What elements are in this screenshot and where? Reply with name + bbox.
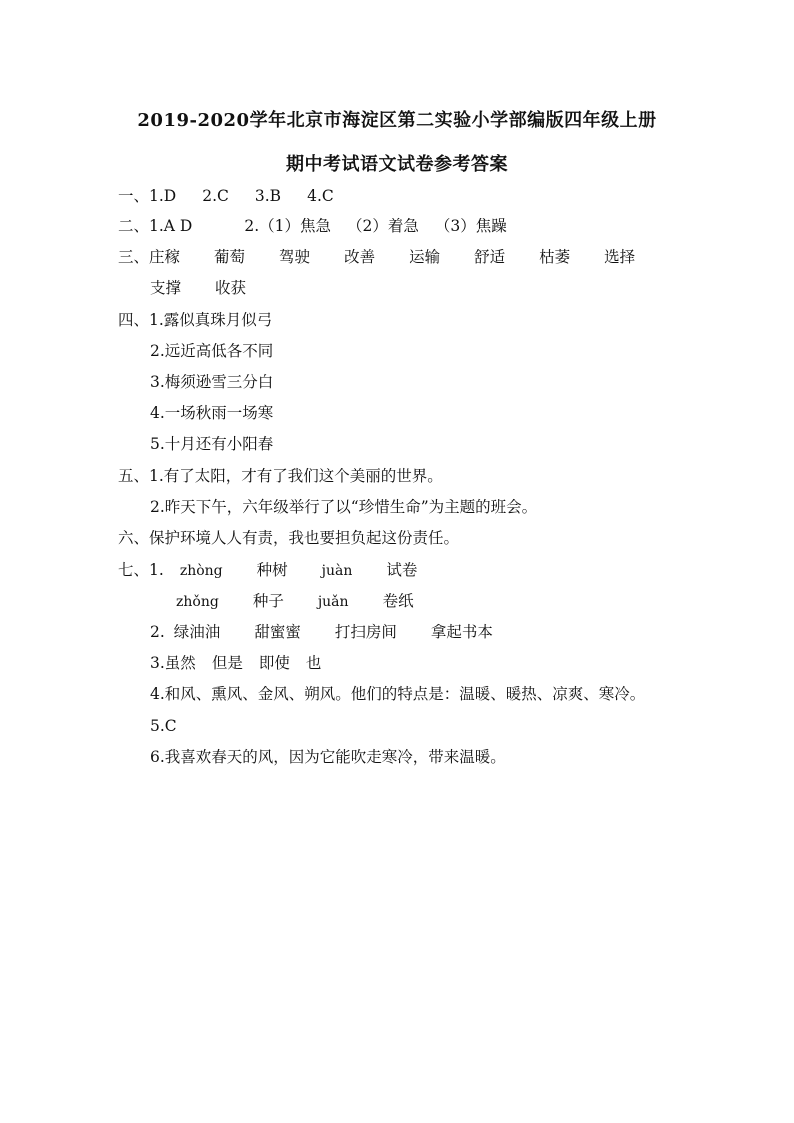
section-number: 七、: [118, 561, 150, 579]
answer-section-1: 一、1.D 2.C 3.B 4.C: [118, 187, 334, 205]
list-item: 3.梅须逊雪三分白: [150, 373, 274, 391]
list-item: 5.十月还有小阳春: [150, 435, 274, 453]
answer-section-2: 二、1.A D 2.（1）焦急 （2）着急 （3）焦躁: [118, 217, 507, 235]
list-item: 6.我喜欢春天的风，因为它能吹走寒冷，带来温暖。: [150, 748, 506, 766]
answer-section-3: 三、庄稼 葡萄 驾驶 改善 运输 舒适 枯萎 选择: [118, 248, 636, 266]
list-item: 2. 绿油油 甜蜜蜜 打扫房间 拿起书本: [150, 623, 493, 641]
answer-section-5: 五、1.有了太阳，才有了我们这个美丽的世界。: [118, 467, 443, 485]
list-item: 2.昨天下午，六年级举行了以“珍惜生命”为主题的班会。: [150, 498, 538, 516]
answer-section-7: 七、1. zhòng 种树 juàn 试卷: [118, 561, 418, 579]
pinyin-row: zhǒng 种子 juǎn 卷纸: [176, 592, 414, 610]
document-subtitle: 期中考试语文试卷参考答案: [286, 154, 508, 175]
answer-section-3-row-2: 支撑 收获: [150, 279, 247, 297]
document-title: 2019-2020学年北京市海淀区第二实验小学部编版四年级上册: [137, 110, 657, 131]
list-item: 3.虽然 但是 即使 也: [150, 654, 322, 672]
section-number: 六、: [118, 529, 150, 547]
list-item: 4.一场秋雨一场寒: [150, 404, 274, 422]
section-number: 一、: [118, 187, 150, 205]
list-item: 5.C: [150, 717, 177, 735]
answer-section-4: 四、1.露似真珠月似弓: [118, 311, 273, 329]
section-number: 二、: [118, 217, 150, 235]
section-number: 三、: [118, 248, 150, 266]
answer-section-6: 六、保护环境人人有责，我也要担负起这份责任。: [118, 529, 460, 547]
list-item: 4.和风、熏风、金风、朔风。他们的特点是：温暖、暖热、凉爽、寒冷。: [150, 685, 646, 703]
section-number: 四、: [118, 311, 150, 329]
list-item: 2.远近高低各不同: [150, 342, 274, 360]
section-number: 五、: [118, 467, 150, 485]
